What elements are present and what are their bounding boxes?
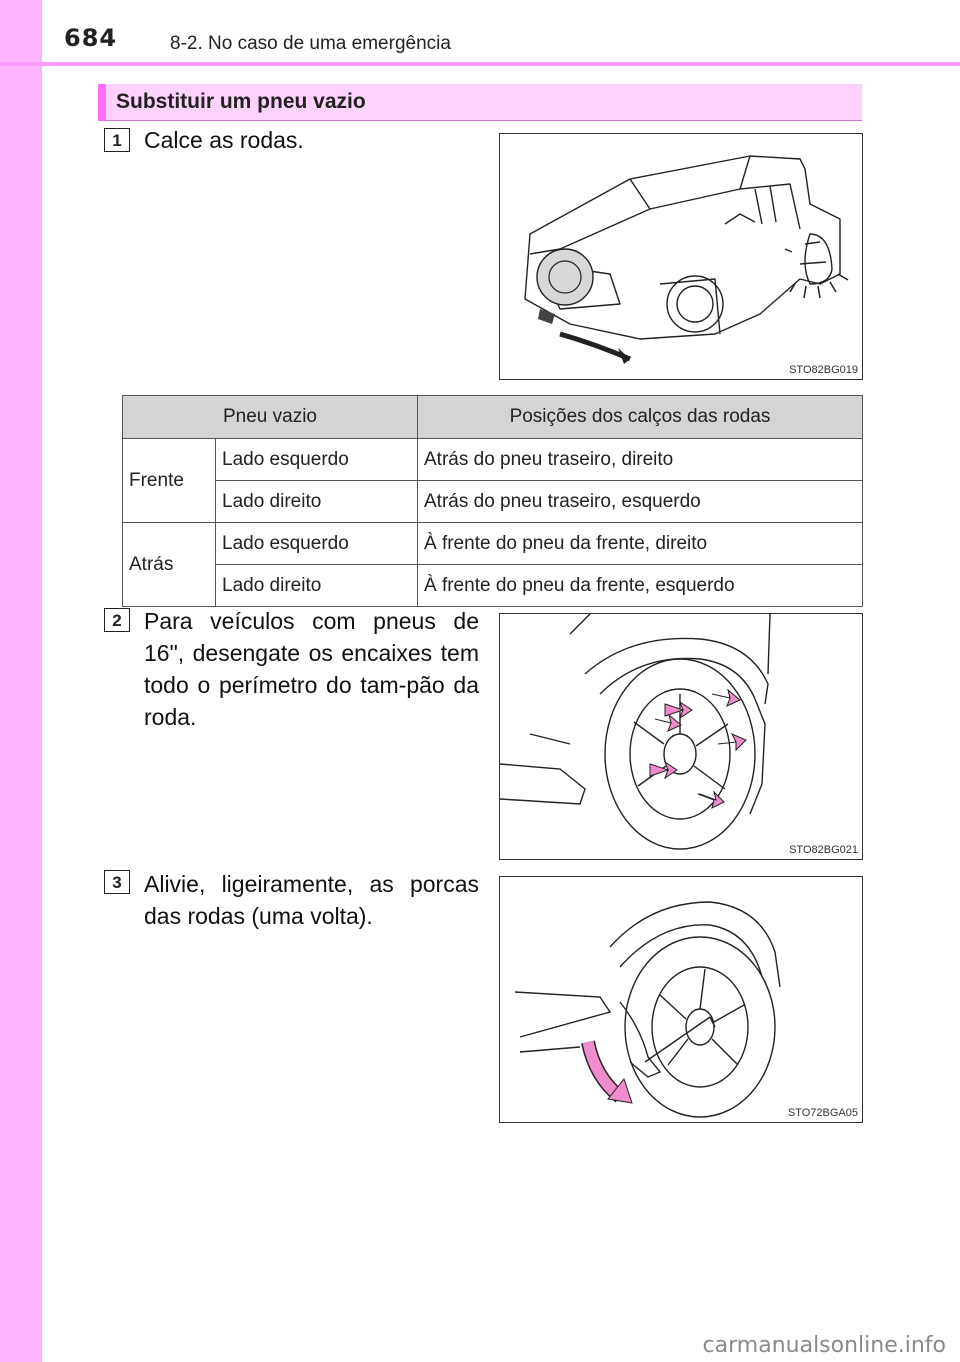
section-title: Substituir um pneu vazio — [116, 90, 366, 113]
figure-wheel-cap — [499, 613, 863, 860]
chock-positions-table — [122, 395, 863, 607]
figure-code-3: STO72BGA05 — [787, 1107, 858, 1119]
table-cell-position: À frente do pneu da frente, direito — [418, 523, 863, 565]
table-row — [123, 481, 863, 523]
figure-loosen-nuts — [499, 876, 863, 1123]
table-cell-position: Atrás do pneu traseiro, direito — [418, 439, 863, 481]
figure-code-2: STO82BG021 — [789, 844, 858, 856]
table-header-flat-tire: Pneu vazio — [123, 396, 418, 439]
table-header-chock-positions: Posições dos calços das rodas — [418, 396, 863, 439]
side-thumb-band — [0, 0, 42, 1362]
section-accent — [98, 84, 106, 121]
step-2-text: Para veículos com pneus de 16", desengate os encaixes tem todo o perímetro do tam-pão da roda. — [144, 608, 479, 730]
table-cell-position: Atrás do pneu traseiro, esquerdo — [418, 481, 863, 523]
step-3-text: Alivie, ligeiramente, as porcas das rodas (uma volta). — [144, 871, 479, 929]
table-header-row — [123, 396, 863, 439]
table-cell-side: Lado direito — [216, 565, 418, 607]
table-cell-side: Lado direito — [216, 481, 418, 523]
section-heading — [98, 84, 862, 121]
step-1-number: 1 — [104, 128, 130, 152]
step-2-number: 2 — [104, 608, 130, 632]
figure-code-1: STO82BG019 — [789, 364, 858, 376]
table-cell-side: Lado esquerdo — [216, 523, 418, 565]
page-number: 684 — [64, 24, 118, 52]
watermark: carmanualsonline.info — [702, 1333, 946, 1358]
table-cell-position: À frente do pneu da frente, esquerdo — [418, 565, 863, 607]
car-illustration — [500, 134, 863, 380]
step-3-number: 3 — [104, 870, 130, 894]
table-row — [123, 565, 863, 607]
table-group-label: Frente — [123, 439, 216, 523]
header-rule — [0, 62, 960, 66]
running-head: 8-2. No caso de uma emergência — [170, 33, 451, 54]
wheel-cap-illustration — [500, 614, 863, 860]
table-row — [123, 439, 863, 481]
figure-car-chocks — [499, 133, 863, 380]
table-row — [123, 523, 863, 565]
loosen-nuts-illustration — [500, 877, 863, 1123]
table-group-label: Atrás — [123, 523, 216, 607]
step-1-text: Calce as rodas. — [144, 127, 304, 153]
table-cell-side: Lado esquerdo — [216, 439, 418, 481]
